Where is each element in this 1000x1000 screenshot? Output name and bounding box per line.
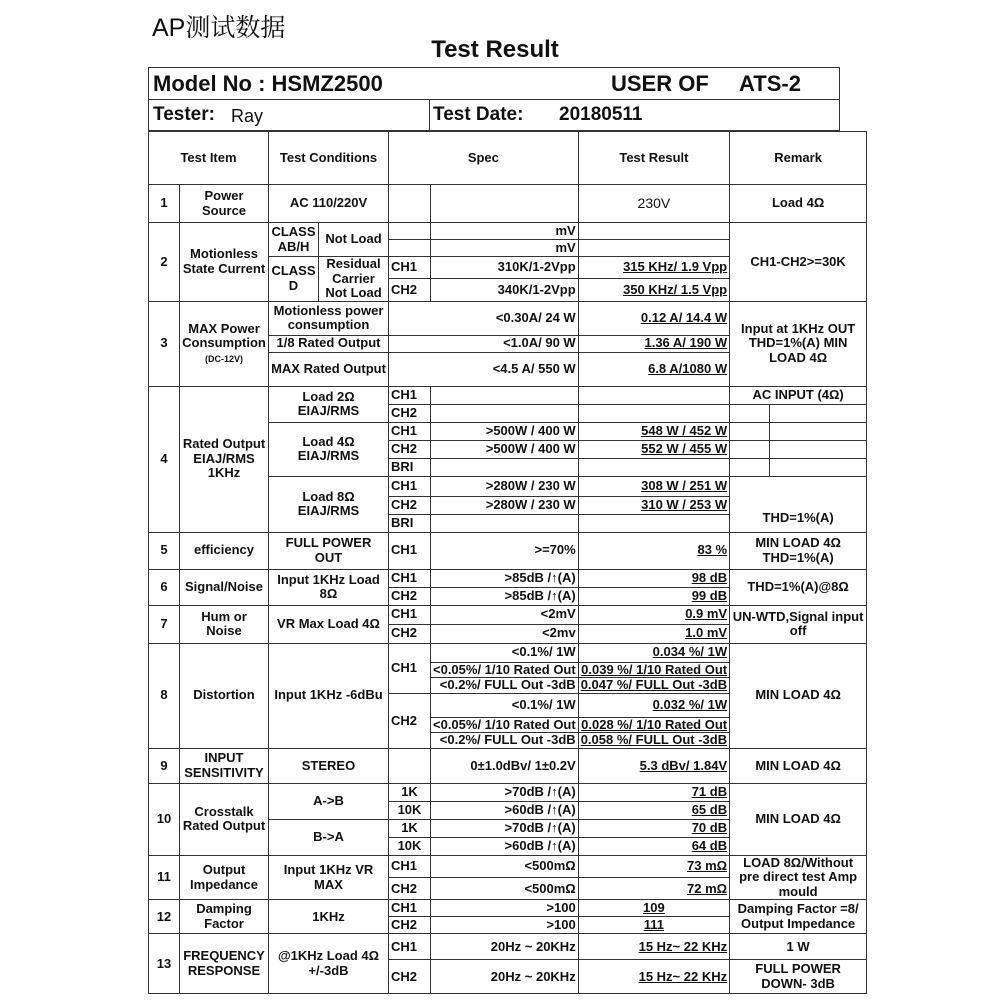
test-condition: 1KHz (269, 900, 389, 934)
spec-value: <500mΩ (431, 855, 579, 877)
row-number: 7 (149, 605, 180, 643)
test-item: Power Source (180, 185, 269, 223)
test-result: 71 dB (578, 783, 729, 801)
test-result: 65 dB (578, 801, 729, 819)
remark: CH1-CH2>=30K (730, 223, 867, 302)
test-result (578, 404, 729, 422)
table-row (149, 748, 867, 783)
test-result: 15 Hz~ 22 KHz (578, 960, 729, 994)
test-result: 230V (578, 185, 729, 223)
test-item: INPUT SENSITIVITY (180, 748, 269, 783)
row-number: 9 (149, 748, 180, 783)
test-result: 0.028 %/ 1/10 Rated Out (578, 717, 729, 733)
channel-label: CH1 (389, 900, 431, 917)
test-result: 15 Hz~ 22 KHz (578, 934, 729, 960)
table-row (149, 783, 867, 801)
table-row (149, 855, 867, 877)
spec-value: >100 (431, 900, 579, 917)
table-row (149, 569, 867, 587)
channel-cell (389, 748, 431, 783)
remark: Damping Factor =8/ Output Impedance (730, 900, 867, 934)
remark: MIN LOAD 4Ω (730, 748, 867, 783)
channel-label: CH1 (389, 855, 431, 877)
row-number: 3 (149, 301, 180, 386)
row-number: 1 (149, 185, 180, 223)
spec-value: 20Hz ~ 20KHz (431, 960, 579, 994)
channel-label: CH1 (389, 386, 431, 404)
col-header-test-result: Test Result (578, 132, 729, 185)
frequency-label: 10K (389, 837, 431, 855)
channel-label: CH1 (389, 257, 431, 279)
channel-cell (389, 240, 431, 257)
spec-value: <0.05%/ 1/10 Rated Out (431, 717, 579, 733)
test-condition: Input 1KHz VR MAX (269, 855, 389, 900)
test-item: Output Impedance (180, 855, 269, 900)
frequency-label: 10K (389, 801, 431, 819)
row-number: 5 (149, 532, 180, 569)
test-result: 109 (578, 900, 729, 917)
row-number: 4 (149, 386, 180, 532)
test-result: 83 % (578, 532, 729, 569)
spec-value: mV (431, 240, 579, 257)
table-row (149, 301, 867, 335)
test-result: 1.0 mV (578, 624, 729, 643)
col-header-remark: Remark (730, 132, 867, 185)
spec-value: <0.2%/ FULL Out -3dB (431, 678, 579, 694)
test-condition: Load 4Ω EIAJ/RMS (269, 422, 389, 476)
test-date-value: 20180511 (559, 104, 643, 125)
test-result: 6.8 A/1080 W (578, 352, 729, 386)
test-result: 548 W / 452 W (578, 422, 729, 440)
test-condition: FULL POWER OUT (269, 532, 389, 569)
spec-value: <2mV (431, 605, 579, 624)
row-number: 8 (149, 643, 180, 748)
row-number: 11 (149, 855, 180, 900)
test-item: Crosstalk Rated Output (180, 783, 269, 855)
spec-value: mV (431, 223, 579, 240)
channel-label: CH1 (389, 934, 431, 960)
test-item: efficiency (180, 532, 269, 569)
channel-label: CH2 (389, 279, 431, 301)
spec-value (431, 404, 579, 422)
remark: MIN LOAD 4Ω (730, 643, 867, 748)
spec-value (431, 386, 579, 404)
row-number: 10 (149, 783, 180, 855)
test-result: 0.034 %/ 1W (578, 643, 729, 662)
spec-value: <2mv (431, 624, 579, 643)
remark: MIN LOAD 4Ω (730, 783, 867, 855)
test-condition: CLASS AB/H (269, 223, 319, 257)
row-number: 2 (149, 223, 180, 302)
test-result (578, 386, 729, 404)
channel-cell (389, 185, 431, 223)
model-number: Model No : HSMZ2500 (153, 71, 383, 96)
test-condition: Not Load (319, 223, 389, 257)
spec-value (431, 514, 579, 532)
spec-value: >500W / 400 W (431, 422, 579, 440)
test-item: Rated Output EIAJ/RMS 1KHz (180, 386, 269, 532)
test-condition: CLASS D (269, 257, 319, 302)
test-date-label: Test Date: (433, 104, 524, 125)
header-row-tester (149, 100, 839, 132)
test-condition: Input 1KHz -6dBu (269, 643, 389, 748)
test-item: Motionless State Current (180, 223, 269, 302)
frequency-label: 1K (389, 819, 431, 837)
remark: THD=1%(A) (730, 476, 867, 532)
test-condition: MAX Rated Output (269, 352, 389, 386)
remark: Load 4Ω (730, 185, 867, 223)
channel-label: CH1 (389, 643, 431, 693)
channel-label: CH2 (389, 960, 431, 994)
row-number: 12 (149, 900, 180, 934)
spec-value: >=70% (431, 532, 579, 569)
test-result: 0.9 mV (578, 605, 729, 624)
spec-value: >70dB /↑(A) (431, 819, 579, 837)
spec-value: <0.2%/ FULL Out -3dB (431, 733, 579, 749)
spec-value: 20Hz ~ 20KHz (431, 934, 579, 960)
channel-label: CH2 (389, 693, 431, 748)
test-result: 0.032 %/ 1W (578, 693, 729, 717)
remark: FULL POWER DOWN- 3dB (730, 960, 867, 994)
test-result (578, 514, 729, 532)
test-result: 552 W / 455 W (578, 440, 729, 458)
channel-label: CH2 (389, 587, 431, 605)
test-condition: Residual Carrier Not Load (319, 257, 389, 302)
table-row (149, 185, 867, 223)
test-result (578, 223, 729, 240)
spec-value: <1.0A/ 90 W (389, 335, 579, 352)
test-result (578, 240, 729, 257)
table-row (149, 900, 867, 917)
spec-value: >85dB /↑(A) (431, 569, 579, 587)
channel-label: CH2 (389, 440, 431, 458)
table-row (149, 223, 867, 240)
col-header-test-conditions: Test Conditions (269, 132, 389, 185)
spec-value: >70dB /↑(A) (431, 783, 579, 801)
test-result: 5.3 dBv/ 1.84V (578, 748, 729, 783)
column-header-row (149, 132, 867, 185)
document-label: AP测试数据 (152, 14, 286, 42)
user-value: ATS-2 (739, 71, 801, 96)
channel-label: CH2 (389, 624, 431, 643)
spec-value: >500W / 400 W (431, 440, 579, 458)
spec-value: 0±1.0dBv/ 1±0.2V (431, 748, 579, 783)
spec-value: >60dB /↑(A) (431, 801, 579, 819)
spec-value: <0.30A/ 24 W (389, 301, 579, 335)
channel-label: CH1 (389, 532, 431, 569)
remark: Input at 1KHz OUT THD=1%(A) MIN LOAD 4Ω (730, 301, 867, 386)
channel-label: CH1 (389, 605, 431, 624)
test-result: 350 KHz/ 1.5 Vpp (578, 279, 729, 301)
test-result: 0.058 %/ FULL Out -3dB (578, 733, 729, 749)
test-condition: VR Max Load 4Ω (269, 605, 389, 643)
channel-cell (389, 223, 431, 240)
spec-value: >85dB /↑(A) (431, 587, 579, 605)
remark: 1 W (730, 934, 867, 960)
spec-value: >60dB /↑(A) (431, 837, 579, 855)
remark: UN-WTD,Signal input off (730, 605, 867, 643)
test-result: 64 dB (578, 837, 729, 855)
test-result: 72 mΩ (578, 878, 729, 900)
test-result: 308 W / 251 W (578, 476, 729, 496)
test-item-label: MAX Power Consumption (182, 320, 266, 351)
test-item: FREQUENCY RESPONSE (180, 934, 269, 994)
channel-label: BRI (389, 458, 431, 476)
spec-value (431, 458, 579, 476)
test-result: 99 dB (578, 587, 729, 605)
table-row (149, 386, 867, 404)
channel-label: CH2 (389, 496, 431, 514)
row-number: 6 (149, 569, 180, 605)
test-condition: Load 8Ω EIAJ/RMS (269, 476, 389, 532)
table-row (149, 605, 867, 624)
channel-label: CH1 (389, 422, 431, 440)
spec-value: <500mΩ (431, 878, 579, 900)
test-result: 111 (578, 917, 729, 934)
test-item: Hum or Noise (180, 605, 269, 643)
spec-value: 340K/1-2Vpp (431, 279, 579, 301)
spec-value: <4.5 A/ 550 W (389, 352, 579, 386)
tester-label: Tester: (153, 104, 215, 125)
remark: LOAD 8Ω/Without pre direct test Amp mould (730, 855, 867, 900)
spec-value: <0.1%/ 1W (431, 643, 579, 662)
test-item (180, 301, 269, 386)
channel-label: CH1 (389, 476, 431, 496)
spec-value (431, 185, 579, 223)
test-condition: Input 1KHz Load 8Ω (269, 569, 389, 605)
test-result: 315 KHz/ 1.9 Vpp (578, 257, 729, 279)
remark-cell (730, 440, 770, 458)
table-row (149, 643, 867, 662)
test-result: 70 dB (578, 819, 729, 837)
test-condition: STEREO (269, 748, 389, 783)
test-item-sub: (DC-12V) (204, 353, 243, 364)
table-row (149, 532, 867, 569)
spec-value: <0.1%/ 1W (431, 693, 579, 717)
spec-value: >280W / 230 W (431, 476, 579, 496)
remark: AC INPUT (4Ω) (730, 386, 867, 404)
channel-label: CH1 (389, 569, 431, 587)
col-header-test-item: Test Item (149, 132, 269, 185)
test-result: 0.12 A/ 14.4 W (578, 301, 729, 335)
test-result: 1.36 A/ 190 W (578, 335, 729, 352)
user-label: USER OF (611, 71, 709, 96)
remark-cell (770, 404, 867, 422)
test-condition: Load 2Ω EIAJ/RMS (269, 386, 389, 422)
remark-cell (730, 422, 770, 440)
remark-cell (770, 440, 867, 458)
test-result: 98 dB (578, 569, 729, 587)
row-number: 13 (149, 934, 180, 994)
spec-value: <0.05%/ 1/10 Rated Out (431, 662, 579, 678)
remark-cell (770, 458, 867, 476)
page-title: Test Result (431, 36, 559, 63)
remark-cell (730, 404, 770, 422)
spec-value: 310K/1-2Vpp (431, 257, 579, 279)
test-condition: B->A (269, 819, 389, 855)
test-result: 310 W / 253 W (578, 496, 729, 514)
channel-label: BRI (389, 514, 431, 532)
spec-value: >100 (431, 917, 579, 934)
test-condition: AC 110/220V (269, 185, 389, 223)
test-result: 0.047 %/ FULL Out -3dB (578, 678, 729, 694)
col-header-spec: Spec (389, 132, 579, 185)
remark-cell (770, 422, 867, 440)
test-item: Distortion (180, 643, 269, 748)
test-condition: A->B (269, 783, 389, 819)
test-result (578, 458, 729, 476)
tester-value: Ray (231, 106, 264, 126)
test-item: Damping Factor (180, 900, 269, 934)
header-row-model (149, 68, 839, 100)
table-row (149, 934, 867, 960)
test-item: Signal/Noise (180, 569, 269, 605)
remark-cell (730, 458, 770, 476)
test-result-table (148, 131, 867, 994)
channel-label: CH2 (389, 404, 431, 422)
test-condition: Motionless power consumption (269, 301, 389, 335)
remark: MIN LOAD 4Ω THD=1%(A) (730, 532, 867, 569)
test-condition: 1/8 Rated Output (269, 335, 389, 352)
remark: THD=1%(A)@8Ω (730, 569, 867, 605)
channel-label: CH2 (389, 917, 431, 934)
test-result: 0.039 %/ 1/10 Rated Out (578, 662, 729, 678)
spec-value: >280W / 230 W (431, 496, 579, 514)
frequency-label: 1K (389, 783, 431, 801)
header-divider (429, 100, 430, 132)
test-result: 73 mΩ (578, 855, 729, 877)
test-condition: @1KHz Load 4Ω +/-3dB (269, 934, 389, 994)
channel-label: CH2 (389, 878, 431, 900)
report-header (148, 67, 840, 131)
